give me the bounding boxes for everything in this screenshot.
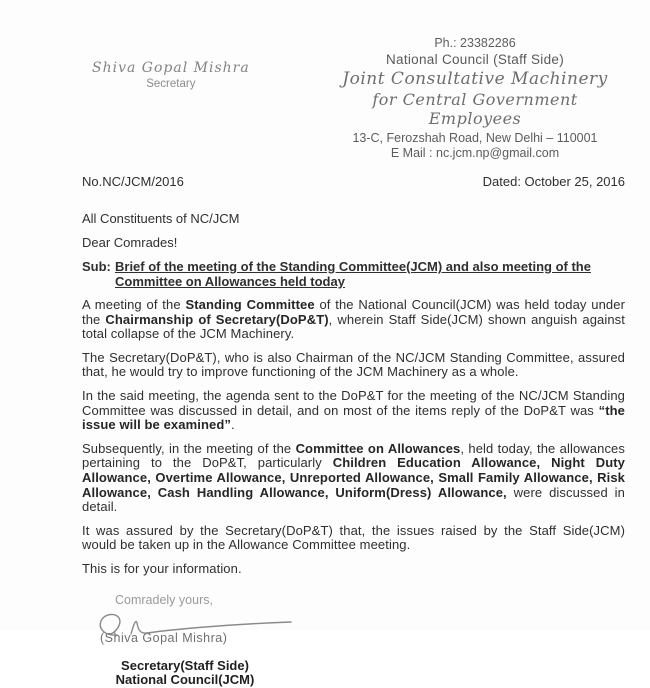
signatory-title-1: Secretary(Staff Side) — [121, 657, 249, 673]
organization-block — [325, 36, 625, 160]
org-name: National Council (Staff Side) — [385, 52, 565, 67]
signature-scribble — [95, 609, 305, 641]
letter-paragraph-4: Subsequently, in the meeting of the Committee on Allowances, held today, the allowances pertaining to the DoP&T, particularly Children Education Allowance, Night Duty Allowance, Overtime Allowance, Unreported Allowance, Small Family Allowance, Risk Allowance, Cash Handling Allowance, Uniform(Dress) Allowance, were discussed in detail. — [82, 440, 626, 515]
letter-paragraph-5: It was assured by the Secretary(DoP&T) that, the issues raised by the Staff Side(JCM) would be taken up in the Allowance Committee meeting. — [82, 522, 625, 553]
org-script-line-1: Joint Consultative Machinery — [342, 69, 608, 89]
letter-paragraph-6: This is for your information. — [82, 560, 242, 576]
reference-row — [82, 174, 625, 189]
sender-name-script: Shiva Gopal Mishra — [92, 60, 250, 76]
subject-label: Sub: — [82, 259, 111, 274]
subject-text: Brief of the meeting of the Standing Committee(JCM) and also meeting of the Committee on Allowances held today — [115, 259, 591, 289]
signatory-title-2: National Council(JCM) — [115, 672, 255, 687]
letter-paragraph-3: In the said meeting, the agenda sent to the DoP&T for the meeting of the NC/JCM Standing Committee was discussed in detail, and on most of the items reply of the DoP&T was “the issue will be examined”. — [82, 387, 625, 433]
valediction: Comradely yours, — [115, 592, 213, 607]
signature-area — [100, 609, 625, 639]
org-script-line-2: for Central Government Employees — [372, 90, 578, 128]
salutation: Dear Comrades! — [82, 235, 178, 250]
subject-line — [82, 259, 625, 289]
signatory-titles — [100, 659, 270, 688]
letter-date: Dated: October 25, 2016 — [482, 174, 625, 189]
letter-paragraph-2: The Secretary(DoP&T), who is also Chairman of the NC/JCM Standing Committee, assured that, he would try to improve functioning of the JCM Machinery as a whole. — [82, 349, 625, 380]
letter-paragraph-1: A meeting of the Standing Committee of the National Council(JCM) was held today under the Chairmanship of Secretary(DoP&T), wherein Staff Side(JCM) shown anguish against total collapse of the JCM Machinery. — [82, 297, 626, 342]
sender-block — [92, 60, 250, 160]
signatory-name: (Shiva Gopal Mishra) — [100, 630, 228, 645]
sender-title: Secretary — [146, 78, 196, 90]
addressee: All Constituents of NC/JCM — [82, 211, 240, 226]
letterhead — [92, 36, 625, 160]
org-email: E Mail : nc.jcm.np@gmail.com — [390, 146, 560, 160]
ref-number: No.NC/JCM/2016 — [82, 174, 184, 189]
closing-block — [100, 593, 625, 688]
org-phone: Ph.: 23382286 — [434, 36, 516, 50]
org-address: 13-C, Ferozshah Road, New Delhi – 110001 — [352, 131, 598, 145]
